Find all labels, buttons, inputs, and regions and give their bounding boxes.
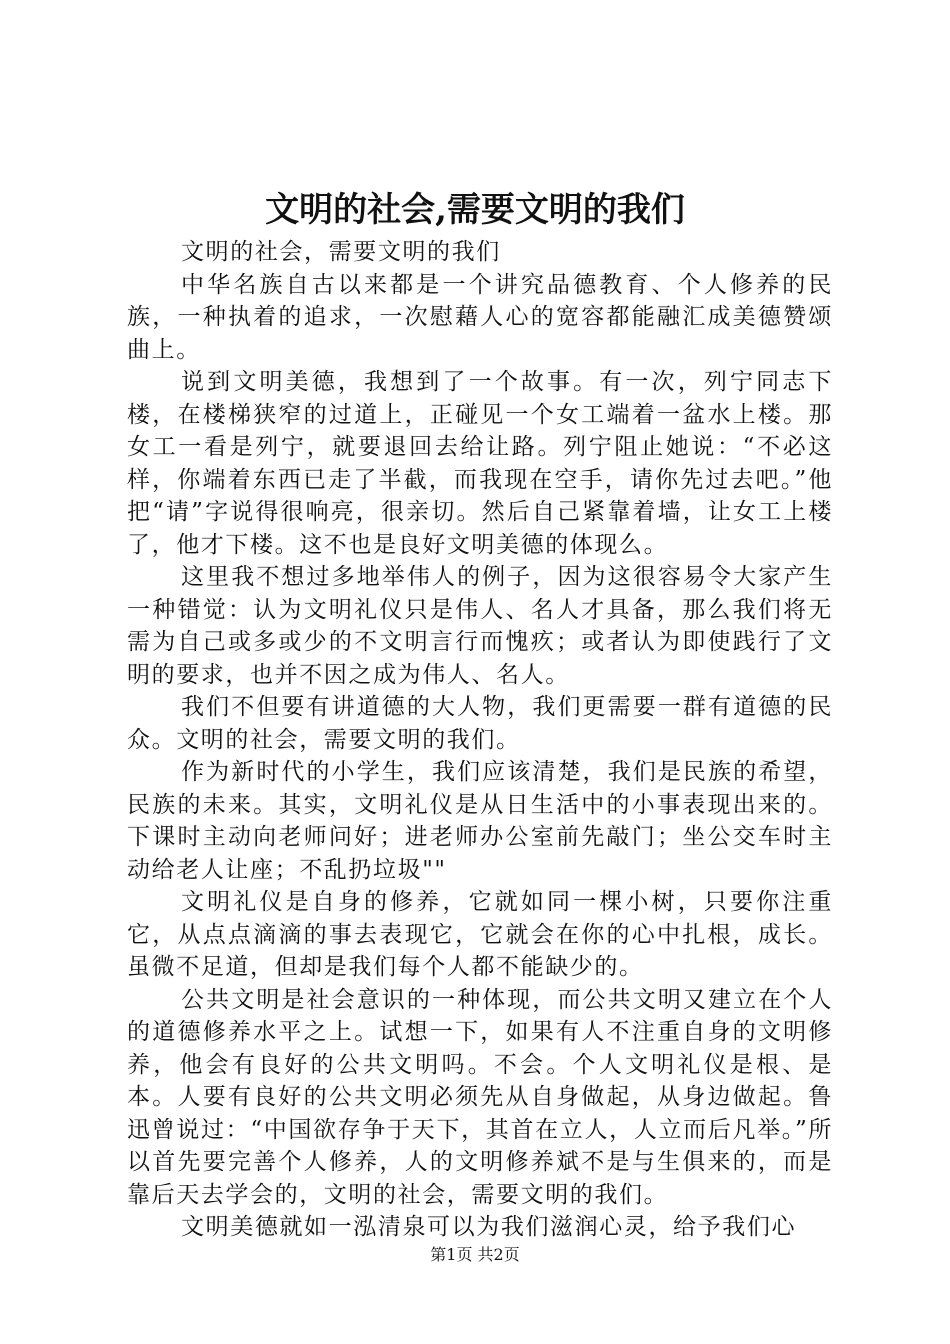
- paragraph: 文明美德就如一泓清泉可以为我们滋润心灵，给予我们心: [181, 1214, 797, 1240]
- paragraph: 文明礼仪是自身的修养，它就如同一棵小树，只要你注重它，从点点滴滴的事去表现它，它就会在你的心中扎根，成长。虽微不足道，但却是我们每个人都不能缺少的。: [127, 889, 833, 980]
- paragraph: 我们不但要有讲道德的大人物，我们更需要一群有道德的民众。文明的社会，需要文明的我们。: [127, 694, 833, 753]
- document-body: [127, 236, 833, 1244]
- paragraph: 公共文明是社会意识的一种体现，而公共文明又建立在个人的道德修养水平之上。试想一下，如果有人不注重自身的文明修养，他会有良好的公共文明吗。不会。个人文明礼仪是根、是本。人要有良好的公共文明必须先从自身做起，从身边做起。鲁迅曾说过：“中国欲存争于天下，其首在立人，人立而后凡举。”所以首先要完善个人修养，人的文明修养斌不是与生俱来的，而是靠后天去学会的，文明的社会，需要文明的我们。: [127, 986, 833, 1208]
- page-footer: 第1页 共2页: [430, 1245, 520, 1264]
- paragraph: 中华名族自古以来都是一个讲究品德教育、个人修养的民族，一种执着的追求，一次慰藉人心的宽容都能融汇成美德赞颂曲上。: [127, 271, 833, 363]
- paragraph: 说到文明美德，我想到了一个故事。有一次，列宁同志下楼，在楼梯狭窄的过道上，正碰见一个女工端着一盆水上楼。那女工一看是列宁，就要退回去给让路。列宁阻止她说：“不必这样，你端着东西已走了半截，而我现在空手，请你先过去吧。”他把“请”字说得很响亮，很亲切。然后自己紧靠着墙，让女工上楼了，他才下楼。这不也是良好文明美德的体现么。: [127, 369, 833, 558]
- paragraph: 作为新时代的小学生，我们应该清楚，我们是民族的希望，民族的未来。其实，文明礼仪是从日生活中的小事表现出来的。下课时主动向老师问好；进老师办公室前先敲门；坐公交车时主动给老人让座；不乱扔垃圾"": [127, 759, 833, 883]
- paragraph: 这里我不想过多地举伟人的例子，因为这很容易令大家产生一种错觉：认为文明礼仪只是伟人、名人才具备，那么我们将无需为自己或多或少的不文明言行而愧疚；或者认为即使践行了文明的要求，也并不因之成为伟人、名人。: [127, 564, 833, 688]
- paragraph: 文明的社会，需要文明的我们: [181, 239, 501, 265]
- document-title: 文明的社会,需要文明的我们: [265, 190, 685, 230]
